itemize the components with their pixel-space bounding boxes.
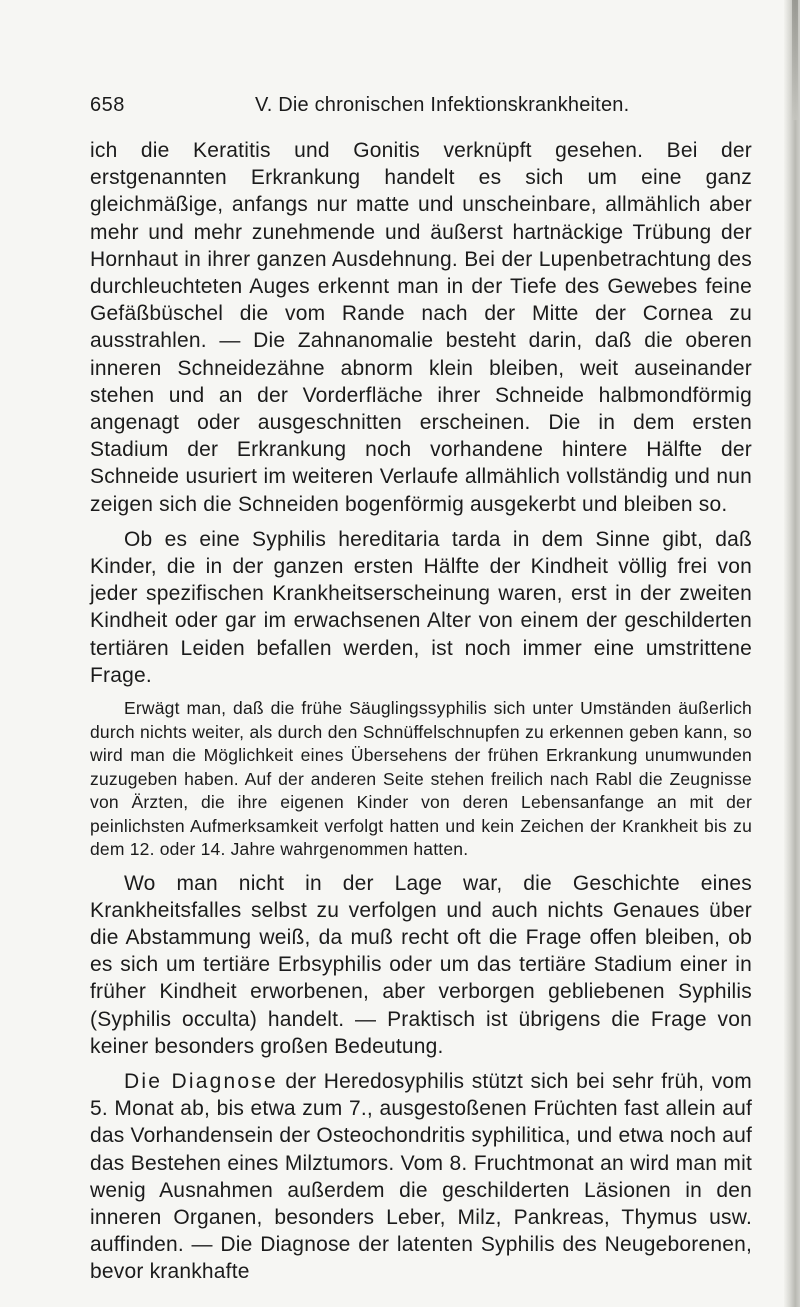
paragraph-gap	[90, 1060, 752, 1068]
paragraph-5-text: der Heredosyphilis stützt sich bei sehr früh, vom 5. Monat ab, bis etwa zum 7., ausgestoßenen Früchten fast allein auf das Vorhandensein der Osteochondritis syphilitica, und etwa noch auf das Bestehen eines Milztumors. Vom 8. Fruchtmonat an wird man mit wenig Ausnahmen außerdem die geschilderten Läsionen in den inneren Organen, besonders Leber, Milz, Pankreas, Thymus usw. auffinden. — Die Diagnose der latenten Syphilis des Neugeborenen, bevor krankhafte	[90, 1069, 752, 1284]
paragraph-2: Ob es eine Syphilis hereditaria tarda in dem Sinne gibt, daß Kinder, die in der ganzen ersten Hälfte der Kindheit völlig frei von jeder spezifischen Krankheitserscheinung waren, erst in der zweiten Kindheit oder gar im erwachsenen Alter von einem der geschilderten tertiären Leiden befallen werden, ist noch immer eine umstrittene Frage.	[90, 527, 752, 687]
paragraph-5	[90, 1068, 752, 1286]
small-print-paragraph: Erwägt man, daß die frühe Säuglingssyphilis sich unter Umständen äußerlich durch nichts weiter, als durch den Schnüffelschnupfen zu erkennen geben kann, so wird man die Möglichkeit eines Übersehens der frühen Erkrankung unumwunden zuzugeben haben. Auf der anderen Seite stehen freilich nach Rabl die Zeugnisse von Ärzten, die ihre eigenen Kinder von deren Lebensanfange an mit der peinlichsten Aufmerksamkeit verfolgt hatten und kein Zeichen der Krankheit bis zu dem 12. oder 14. Jahre wahrgenommen hatten.	[90, 698, 752, 860]
running-head: V. Die chronischen Infektionskrankheiten.	[255, 94, 630, 116]
scan-page-edge	[784, 0, 800, 1307]
diagnose-emphasis: Die Diagnose	[124, 1069, 278, 1093]
page-number: 658	[90, 94, 125, 116]
paragraph-gap	[90, 518, 752, 526]
paragraph-gap	[90, 862, 752, 870]
paragraph-1: ich die Keratitis und Gonitis verknüpft gesehen. Bei der erstgenannten Erkrankung handelt es sich um eine ganz gleichmäßige, anfangs nur matte und unscheinbare, allmählich aber mehr und mehr zunehmende und äußerst hartnäckige Trübung der Hornhaut in ihrer ganzen Ausdehnung. Bei der Lupenbetrachtung des durchleuchteten Auges erkennt man in der Tiefe des Gewebes feine Gefäßbüschel die vom Rande nach der Mitte der Cornea zu ausstrahlen. — Die Zahnanomalie besteht darin, daß die oberen inneren Schneidezähne abnorm klein bleiben, weit auseinander stehen und an der Vorderfläche ihrer Schneide halbmondförmig angenagt oder ausgeschnitten erscheinen. Die in dem ersten Stadium der Erkrankung noch vorhandene hintere Hälfte der Schneide usuriert im weiteren Verlaufe allmählich vollständig und nun zeigen sich die Schneiden bogenförmig ausgekerbt und bleiben so.	[90, 139, 752, 516]
paragraph-4: Wo man nicht in der Lage war, die Geschichte eines Krankheitsfalles selbst zu verfolgen und auch nichts Genaues über die Abstammung weiß, da muß recht oft die Frage offen bleiben, ob es sich um tertiäre Erbsyphilis oder um das tertiäre Stadium einer in früher Kindheit erworbenen, aber verborgen gebliebenen Syphilis (Syphilis occulta) handelt. — Praktisch ist übrigens die Frage von keiner besonders großen Bedeutung.	[90, 871, 752, 1058]
body-text	[90, 137, 752, 1286]
page-header	[90, 94, 750, 122]
paragraph-gap	[90, 689, 752, 697]
